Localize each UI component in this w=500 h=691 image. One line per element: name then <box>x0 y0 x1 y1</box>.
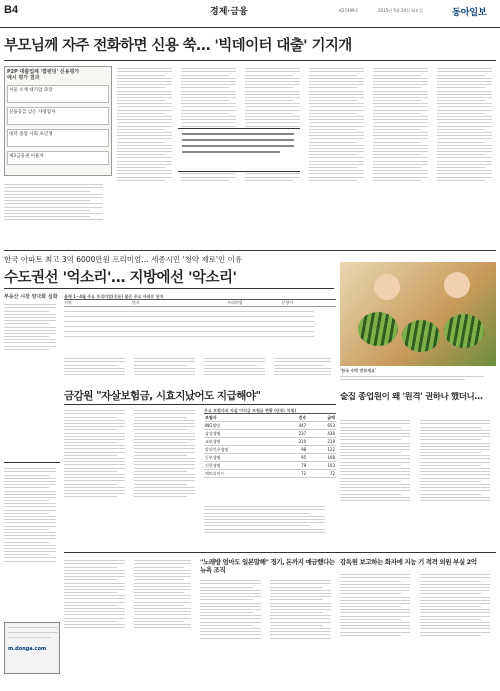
headline-3-rule <box>64 404 336 405</box>
pull-quote <box>178 128 300 172</box>
photo-watermelon-3 <box>444 314 484 348</box>
sidebar-item: 대학 졸업 사회 초년생 <box>7 129 109 147</box>
article-2-col-1 <box>4 302 60 378</box>
sidebar-item: 신용등급 낮은 자영업자 <box>7 107 109 125</box>
photo-caption-text <box>340 374 496 384</box>
issue-number: 제27499호 <box>338 8 359 13</box>
top-headline: 부모님께 자주 전화하면 신용 쑥… '빅데이터 대출' 기지개 <box>4 38 352 54</box>
premium-table-box <box>64 294 336 352</box>
article-1-col-4 <box>309 66 369 246</box>
left-divider <box>4 462 60 463</box>
article-7-col-1 <box>64 558 130 674</box>
headline-4: 술집 종업원이 왜 '원격' 권하나 했더니… <box>340 392 483 402</box>
sidebar-item: 서울 소재 대기업 과장 <box>7 85 109 103</box>
headline-3: 금감원 "자살보험금, 시효지났어도 지급해야" <box>64 390 261 402</box>
page-header <box>0 0 500 28</box>
table-row: 동부생명 95 108 <box>205 454 335 460</box>
article-6-col-2 <box>420 572 496 674</box>
page-number: B4 <box>4 4 19 16</box>
article-7-col-2 <box>134 558 196 674</box>
second-headline-rule <box>4 288 334 289</box>
table-row: 알리안츠생명 98 122 <box>205 446 335 452</box>
headline-5: "노래방 엄마도 일본말해" 경기, 돈까지 예금했다는 뉴욕 조직 <box>200 558 335 574</box>
article-4-col-1 <box>340 418 416 548</box>
second-kicker: 한국 아파트 최고 3억 6000만원 프리미엄… 세종시민 '청약 제로'인 이유 <box>4 255 243 264</box>
premium-table-header: 지역 단지 프리미엄 분양가 <box>64 300 336 307</box>
section-divider <box>4 250 496 251</box>
footer-url[interactable]: m.donga.com <box>8 646 47 652</box>
sidebar-notes <box>4 182 112 244</box>
article-6-col-1 <box>340 572 416 674</box>
brand-logo: 동아일보 <box>452 7 487 17</box>
photo-watermelon-1 <box>358 312 398 346</box>
table-row: 삼성생명 237 436 <box>205 430 335 436</box>
premium-table-title: 올해 1~4월 주요 프리미엄(웃돈) 붙은 주요 아파트 단지 <box>64 294 336 300</box>
article-3-col-3 <box>204 504 336 548</box>
section-name: 경제·금융 <box>210 6 248 16</box>
article-2-col-5 <box>274 356 336 384</box>
watermelon-photo <box>340 262 496 366</box>
article-2-col-4 <box>204 356 270 384</box>
photo-watermelon-2 <box>402 320 440 352</box>
photo-person-left <box>374 274 400 300</box>
table-2-header: 건수 <box>278 414 307 422</box>
headline-rule <box>4 60 496 61</box>
article-1-col-6 <box>437 66 497 246</box>
photo-caption: '한국 수박 맛보세요' <box>340 368 377 373</box>
article-4-col-2 <box>420 418 496 548</box>
article-1-col-1 <box>117 66 177 246</box>
second-headline: 수도권선 '억소리'… 지방에선 '악소리' <box>4 270 237 286</box>
sidebar-title-2: 예시 평가 결과 <box>7 75 40 81</box>
table-2 <box>204 414 336 478</box>
table-row: 신한생명 79 103 <box>205 462 335 468</box>
table-2-header: 금액 <box>307 414 336 422</box>
table-row: 교보생명 210 219 <box>205 438 335 444</box>
article-2-kicker: 부동산 시장 양극화 심화 <box>4 294 58 300</box>
article-3-col-1 <box>64 408 130 548</box>
footer-promo-box <box>4 622 60 674</box>
article-2-col-2 <box>64 356 130 384</box>
sidebar-credit-eval <box>4 66 112 176</box>
article-2-col-3 <box>134 356 200 384</box>
sidebar-title: P2P 대출업체 '팝펀딩' 신용평가 <box>7 69 80 75</box>
article-1-col-5 <box>373 66 433 246</box>
article-3-col-2 <box>134 408 200 548</box>
table-row: 메트라이프 72 72 <box>205 470 335 476</box>
lower-divider <box>64 552 496 553</box>
table-2-title: 주요 보험사의 자살 미지급 보험금 현황 (단위: 억원) <box>204 408 336 414</box>
table-row: ING생명 447 653 <box>205 422 335 428</box>
table-2-header: 보험사 <box>204 414 278 422</box>
sidebar-item: 제2금융권 이용자 <box>7 151 109 165</box>
photo-person-right <box>444 272 470 298</box>
table-2-header-row <box>204 414 336 422</box>
left-brief-column <box>4 466 60 616</box>
suicide-insurance-table <box>204 408 336 500</box>
headline-6: 감독원 보고하는 화자에 지능 기 적격 외원 부실 2억 <box>340 558 477 566</box>
article-5-col-2 <box>270 578 336 674</box>
issue-date: 2015년 5월 24일 화요일 <box>378 8 423 13</box>
article-5-col-1 <box>200 578 266 674</box>
